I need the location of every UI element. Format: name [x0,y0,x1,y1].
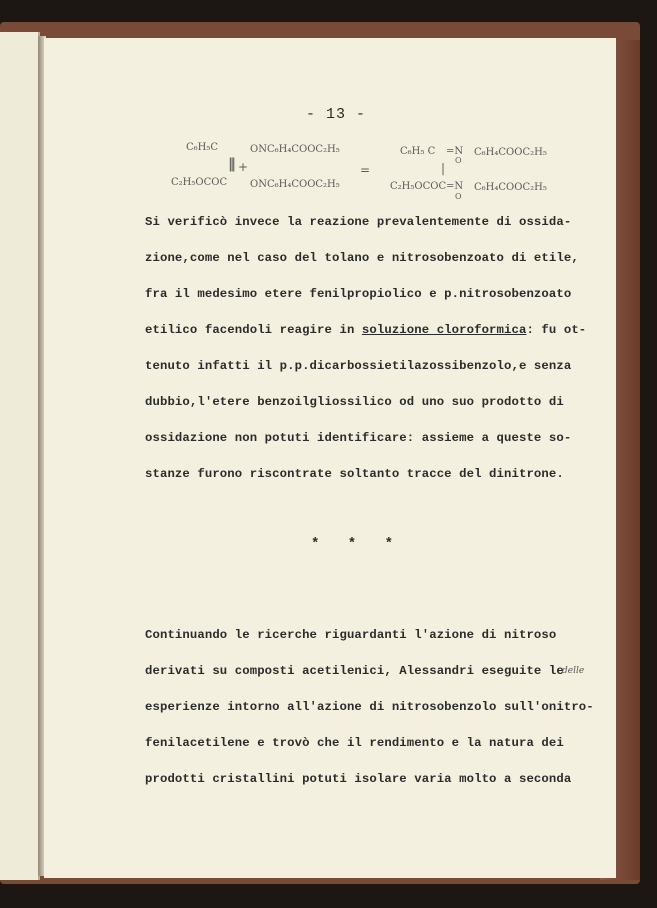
formula-right-bottom-c: C₆H₄COOC₂H₅ [474,182,547,193]
formula-right-bottom-o: O [455,192,462,201]
text-line: Si verificò invece la reazione prevalentemente di ossida- [145,215,572,229]
underlined-phrase: soluzione cloroformica [361,323,527,337]
left-page [0,32,40,880]
text-line: etilico facendoli reagire in soluzione cloroformica: fu ot- [145,323,587,337]
text-line: zione,come nel caso del tolano e nitrosobenzoato di etile, [145,251,579,265]
formula-reagent-top: ONC₆H₄COOC₂H₅ [250,144,340,155]
text-line: tenuto infatti il p.p.dicarbossietilazossibenzolo,e senza [145,359,572,373]
formula-right-top-o: O [455,156,462,165]
text-line: derivati su composti acetilenici, Alessandri eseguite le [145,664,564,678]
formula-left-top: C₆H₅C [186,142,219,153]
text-line: fra il medesimo etere fenilpropiolico e p.nitrosobenzoato [145,287,572,301]
formula-equals: = [360,163,371,177]
formula-plus: + [238,160,249,174]
text-line: dubbio,l'etere benzoilgliossilico od uno suo prodotto di [145,395,564,409]
text-line: esperienze intorno all'azione di nitrosobenzolo sull'onitro- [145,700,594,714]
formula-right-top-c: C₆H₄COOC₂H₅ [474,147,547,158]
document-page [44,38,616,878]
text-line: Continuando le ricerche riguardanti l'azione di nitroso [145,628,557,642]
section-separator: * * * [311,536,404,552]
handwritten-margin-note: delle [562,666,585,676]
formula-reagent-bottom: ONC₆H₄COOC₂H₅ [250,179,340,190]
formula-triple-bond: ||| [228,156,234,172]
text-line: fenilacetilene e trovò che il rendimento e la natura dei [145,736,564,750]
page-number: - 13 - [306,106,367,123]
formula-right-bottom-b: =N [446,181,464,192]
text-line: stanze furono riscontrate soltanto tracce del dinitrone. [145,467,564,481]
formula-right-bottom-a: C₂H₅OCOC [390,181,447,192]
text-line: ossidazione non potuti identificare: assieme a queste so- [145,431,572,445]
text-line: prodotti cristallini potuti isolare varia molto a seconda [145,772,572,786]
formula-right-top-b: =N [446,146,464,157]
formula-right-top-a: C₆H₅ C [400,146,436,157]
formula-left-bottom: C₂H₅OCOC [171,177,228,188]
formula-bond-line: | [441,161,446,175]
